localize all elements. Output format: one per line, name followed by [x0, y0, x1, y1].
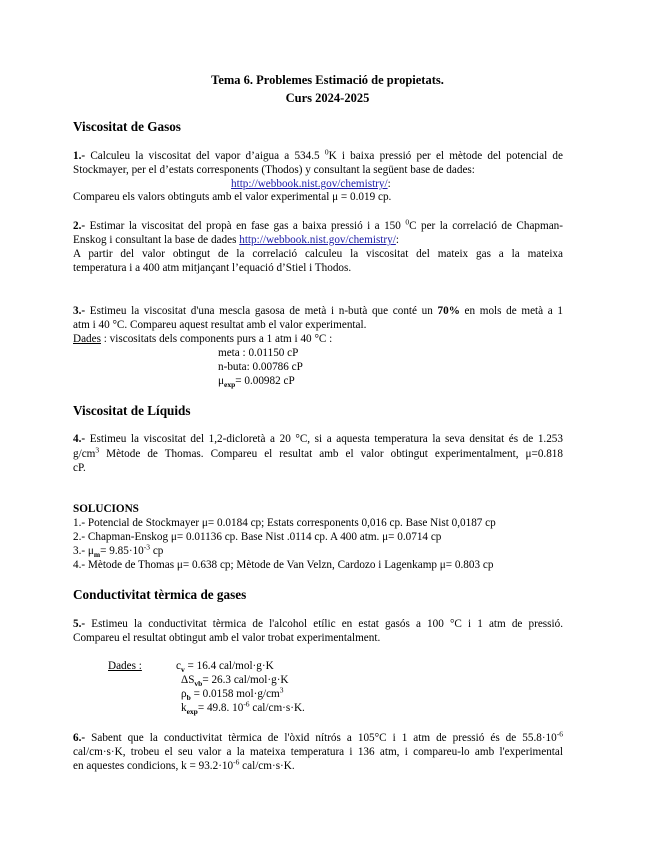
- problem-3-line-1: 3.- Estimeu la viscositat d'una mescla gasosa de metà i n-butà que conté un 70% en mols de metà a 1: [73, 305, 563, 317]
- problem-5-line-1: 5.- Estimeu la conductivitat tèrmica de l'alcohol etílic en estat gasós a 100 °C i 1 atm de pressió.: [73, 618, 563, 630]
- problem-1-line-2: Stockmayer, per el d’estats corresponents (Thodos) y consultant la següent base de dades:: [73, 164, 475, 176]
- problem-3-line-3: Dades : viscositats dels components purs a 1 atm i 40 °C :: [73, 333, 333, 345]
- problem-2-line-4: temperatura i a 400 atm mitjançant l’equació d’Stiel i Thodos.: [73, 262, 352, 274]
- problem-4-line-1: 4.- Estimeu la viscositat del 1,2-dicloretà a 20 °C, si a aquesta temperatura la seva densitat és de 1.253: [73, 433, 563, 445]
- problem-3-line-2: atm i 40 °C. Compareu aquest resultat amb el valor experimental.: [73, 319, 367, 331]
- nist-webbook-link-2[interactable]: http://webbook.nist.gov/chemistry/: [239, 234, 396, 246]
- problem-1-line-4: Compareu els valors obtinguts amb el valor experimental μ = 0.019 cp.: [73, 191, 392, 203]
- section-heading-gases: Viscositat de Gasos: [73, 119, 181, 134]
- problem-3-data-butane: n-buta: 0.00786 cP: [218, 361, 303, 373]
- problem-5-data-rhob: $\rho_b = 0.0158$ $mol\cdot g/cm^3$: [181, 685, 284, 703]
- problem-1-line-1: 1.- Calculeu la viscositat del vapor d’aigua a 534.5 $^0$K i baixa pressió per el mètode del potencial de: [73, 147, 563, 162]
- problem-6-line-2: cal/cm·s·K, trobeu el seu valor a la mateixa temperatura i 136 atm, i compareu-lo amb l'experimental: [73, 746, 563, 758]
- problem-5-data-dsvb: $\Delta S_{vb}= 26.3$ cal/mol·g·K: [181, 674, 289, 689]
- problem-6-line-3: en aquestes condicions, $k = 93.2\cdot 10^{-6}$ cal/cm·s·K.: [73, 757, 295, 772]
- problem-4-line-3: cP.: [73, 462, 86, 474]
- problem-5-data-cv: $c_v = 16.4$ cal/mol·g·K: [176, 660, 274, 675]
- problem-6-line-1: 6.- Sabent que la conductivitat tèrmica de l'òxid nítrós a 105°C i 1 atm de pressió és de $55.8\cdot 10^{-6}$: [73, 729, 563, 744]
- problem-2-number: 2.-: [73, 220, 86, 232]
- problem-2-line-1: 2.- Estimar la viscositat del propà en fase gas a baixa pressió i a 150 $^0$C per la correlació de Chapman-: [73, 217, 563, 232]
- problem-6-number: 6.-: [73, 732, 86, 744]
- section-heading-liquids: Viscositat de Líquids: [73, 403, 191, 418]
- solution-2: 2.- Chapman-Enskog μ= 0.01136 cp. Base Nist .0114 cp. A 400 atm. μ= 0.0714 cp: [73, 531, 442, 543]
- solutions-heading: SOLUCIONS: [73, 503, 139, 515]
- problem-1-link-line: http://webbook.nist.gov/chemistry/:: [231, 178, 391, 190]
- problem-3-data-exp: $\mu_{exp}= 0.00982$ cP: [218, 375, 295, 390]
- problem-5-data-label: Dades :: [108, 660, 142, 672]
- problem-5-line-2: Compareu el resultat obtingut amb el valor trobat experimentalment.: [73, 632, 381, 644]
- document-subtitle: Curs 2024-2025: [285, 91, 370, 105]
- nist-webbook-link-1[interactable]: http://webbook.nist.gov/chemistry/: [231, 178, 388, 190]
- problem-3-data-methane: meta : 0.01150 cP: [218, 347, 299, 359]
- problem-4-line-2: $g/cm^3$ Mètode de Thomas. Compareu el resultat amb el valor obtingut experimentalment, μ=0.818: [73, 445, 563, 460]
- problem-2-line-3: A partir del valor obtingut de la correlació calculeu la viscositat del mateix gas a la mateixa: [73, 248, 563, 260]
- problem-4-number: 4.-: [73, 433, 86, 445]
- document-title: Tema 6. Problemes Estimació de propietats.: [211, 73, 444, 87]
- problem-2-line-2: Enskog i consultant la base de dades http://webbook.nist.gov/chemistry/:: [73, 234, 399, 246]
- section-heading-conductivity: Conductivitat tèrmica de gases: [73, 587, 247, 602]
- solution-4: 4.- Mètode de Thomas μ= 0.638 cp; Mètode de Van Velzn, Cardozo i Lagenkamp μ= 0.803 cp: [73, 559, 494, 571]
- solution-1: 1.- Potencial de Stockmayer μ= 0.0184 cp; Estats corresponents 0,016 cp. Base Nist 0,0187 cp: [73, 517, 496, 529]
- problem-5-number: 5.-: [73, 618, 86, 630]
- solution-3: 3.- $\mu_m= 9.85\cdot 10^{-3}$ cp: [73, 542, 164, 560]
- problem-3-number: 3.-: [73, 305, 86, 317]
- problem-5-data-kexp: $k_{exp}= 49.8$. $10^{-6}$ cal/cm·s·K.: [181, 699, 305, 717]
- problem-1-number: 1.-: [73, 150, 86, 162]
